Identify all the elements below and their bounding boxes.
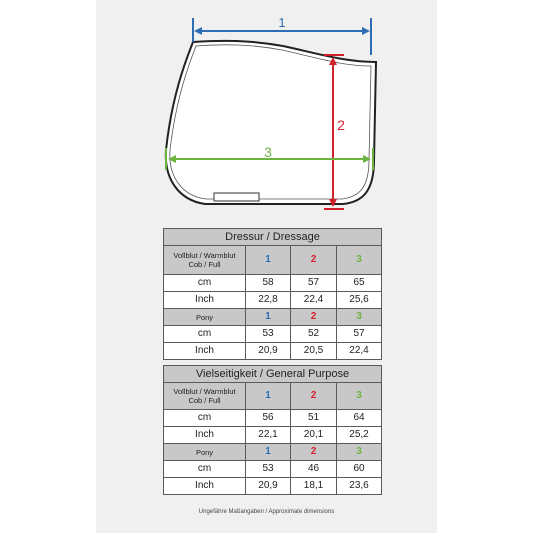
column-header-2: 2 [291,246,337,275]
measurement-1-label: 1 [278,15,286,30]
value-cell: 60 [337,461,382,478]
horse-size-label: Vollblut / Warmblut Cob / Full [164,246,246,275]
table-row [164,326,382,343]
table-row [164,461,382,478]
column-header-3: 3 [337,444,382,461]
column-header-1: 1 [246,309,291,326]
value-cell: 22,4 [291,292,337,309]
table-row [164,275,382,292]
value-cell: 25,6 [337,292,382,309]
logo-patch [214,193,259,201]
value-cell: 65 [337,275,382,292]
table-header-row [164,246,382,275]
column-header-1: 1 [246,444,291,461]
value-cell: 23,6 [337,478,382,495]
value-cell: 56 [246,410,291,427]
unit-cell: cm [164,326,246,343]
measurement-3-label: 3 [264,144,272,160]
unit-cell: Inch [164,478,246,495]
value-cell: 64 [337,410,382,427]
value-cell: 18,1 [291,478,337,495]
value-cell: 57 [291,275,337,292]
value-cell: 20,9 [246,343,291,360]
value-cell: 22,1 [246,427,291,444]
value-cell: 46 [291,461,337,478]
table-row [164,343,382,360]
column-header-2: 2 [291,309,337,326]
unit-cell: Inch [164,292,246,309]
value-cell: 53 [246,461,291,478]
unit-cell: cm [164,275,246,292]
column-header-3: 3 [337,309,382,326]
table-title: Dressur / Dressage [164,229,382,246]
table-header-row [164,383,382,410]
table-title: Vielseitigkeit / General Purpose [164,366,382,383]
horse-size-label: Pony [164,444,246,461]
column-header-3: 3 [337,383,382,410]
column-header-2: 2 [291,383,337,410]
value-cell: 22,8 [246,292,291,309]
unit-cell: cm [164,410,246,427]
table-row [164,410,382,427]
value-cell: 58 [246,275,291,292]
dressage-size-table [163,228,382,360]
table-row [164,427,382,444]
table-header-row [164,309,382,326]
unit-cell: Inch [164,427,246,444]
table-row [164,478,382,495]
value-cell: 25,2 [337,427,382,444]
value-cell: 22,4 [337,343,382,360]
value-cell: 52 [291,326,337,343]
horse-size-label: Pony [164,309,246,326]
table-header-row [164,444,382,461]
measurement-2-label: 2 [337,117,345,133]
general-purpose-size-table [163,365,382,495]
value-cell: 53 [246,326,291,343]
value-cell: 20,9 [246,478,291,495]
value-cell: 20,1 [291,427,337,444]
value-cell: 51 [291,410,337,427]
horse-size-label: Vollblut / Warmblut Cob / Full [164,383,246,410]
value-cell: 57 [337,326,382,343]
table-row [164,292,382,309]
column-header-2: 2 [291,444,337,461]
footnote: Ungefähre Maßangaben / Approximate dimensions [198,509,335,515]
saddle-pad-diagram [0,0,533,225]
column-header-1: 1 [246,246,291,275]
column-header-3: 3 [337,246,382,275]
unit-cell: cm [164,461,246,478]
value-cell: 20,5 [291,343,337,360]
unit-cell: Inch [164,343,246,360]
column-header-1: 1 [246,383,291,410]
